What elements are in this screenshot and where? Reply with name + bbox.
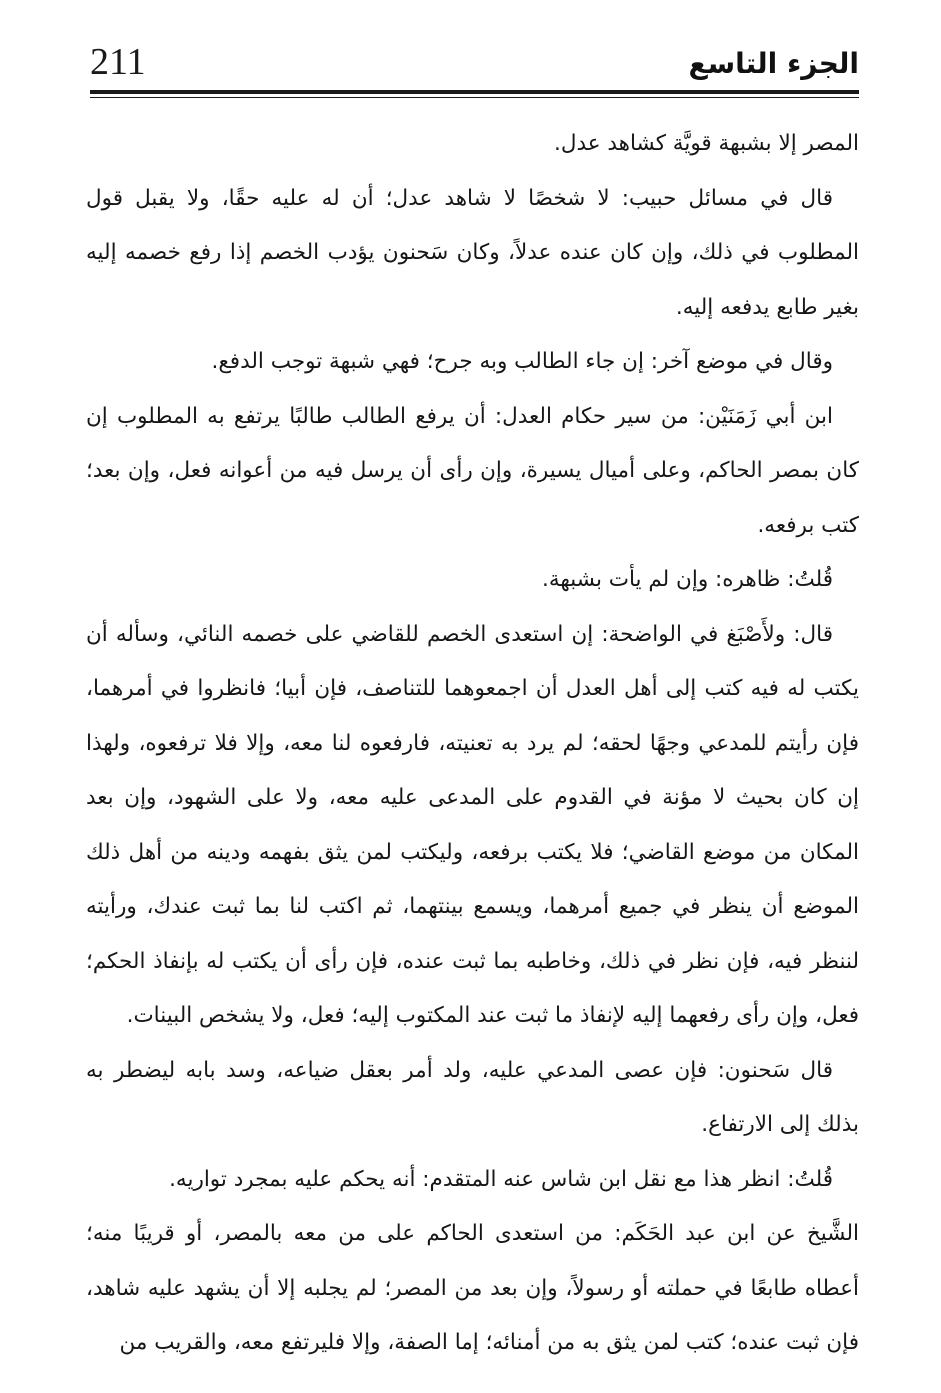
paragraph-5: قُلتُ: ظاهره: وإن لم يأت بشبهة. (542, 567, 833, 592)
paragraph-2: قال في مسائل حبيب: لا شخصًا لا شاهد عدل؛ أن له عليه حقًا، ولا يقبل قول المطلوب في ذلك، وإن كان عنده عدلاً، وكان سَحنون يؤدب الخصم إذا رفع خصمه إليه بغير طابع يدفعه إليه. (86, 185, 859, 320)
header-rule-thick (90, 90, 859, 94)
paragraph-9: الشَّيخ عن ابن عبد الحَكَم: من استعدى الحاكم على من معه بالمصر، أو قريبًا منه؛ أعطاه طابعًا في حملته أو رسولاً، وإن بعد من المصر؛ لم يجلبه إلا أن يشهد عليه شاهد، فإن ثبت عنده؛ كتب لمن يثق به من أمنائه؛ إما الصفة، وإلا فليرتفع معه، والقريب من (86, 1221, 859, 1355)
page-header (90, 38, 859, 94)
paragraph-7: قال سَحنون: فإن عصى المدعي عليه، ولد أمر بعقل ضياعه، وسد بابه ليضطر به بذلك إلى الارتفاع. (86, 1057, 859, 1137)
paragraph-8: قُلتُ: انظر هذا مع نقل ابن شاس عنه المتقدم: أنه يحكم عليه بمجرد تواريه. (169, 1166, 833, 1192)
paragraph-4: ابن أبي زَمَنَيْن: من سير حكام العدل: أن يرفع الطالب طالبًا يرتفع به المطلوب إن كان بمصر الحاكم، وعلى أميال يسيرة، وإن رأى أن يرسل فيه من أعوانه فعل، وإن بعد؛ كتب برفعه. (86, 403, 859, 538)
header-rule-thin (90, 97, 859, 98)
paragraph-3: وقال في موضع آخر: إن جاء الطالب وبه جرح؛ فهي شبهة توجب الدفع. (211, 349, 833, 374)
page-number: 211 (90, 41, 146, 83)
paragraph-1: المصر إلا بشبهة قويَّة كشاهد عدل. (553, 131, 859, 156)
paragraph-6: قال: ولأَصْبَغ في الواضحة: إن استعدى الخصم للقاضي على خصمه النائي، وسأله أن يكتب له فيه كتب إلى أهل العدل أن اجمعوهما للتناصف، فإن أبيا؛ فانظروا في أمرهما، فإن رأيتم للمدعي وجهًا لحقه؛ لم يرد به تعنيته، فارفعوه لنا معه، وإلا فلا ترفعوه، ولهذا إن كان بحيث لا مؤنة في القدوم على المدعى عليه معه، ولا على الشهود، وإن بعد المكان من موضع القاضي؛ فلا يكتب برفعه، وليكتب لمن يثق بفهمه ودينه من أهل ذلك الموضع أن ينظر في جميع أمرهما، ويسمع بينتهما، ثم اكتب لنا بما ثبت عندك، ورأيته لننظر فيه، فإن نظر في ذلك، وخاطبه بما ثبت عنده، فإن رأى أن يكتب له بإنفاذ الحكم؛ فعل، وإن رأى رفعهما إليه لإنفاذ ما ثبت عند المكتوب إليه؛ فعل، ولا يشخص البينات. (86, 621, 859, 1028)
page-body (86, 117, 859, 1371)
running-title: الجزء التاسع (688, 47, 859, 80)
